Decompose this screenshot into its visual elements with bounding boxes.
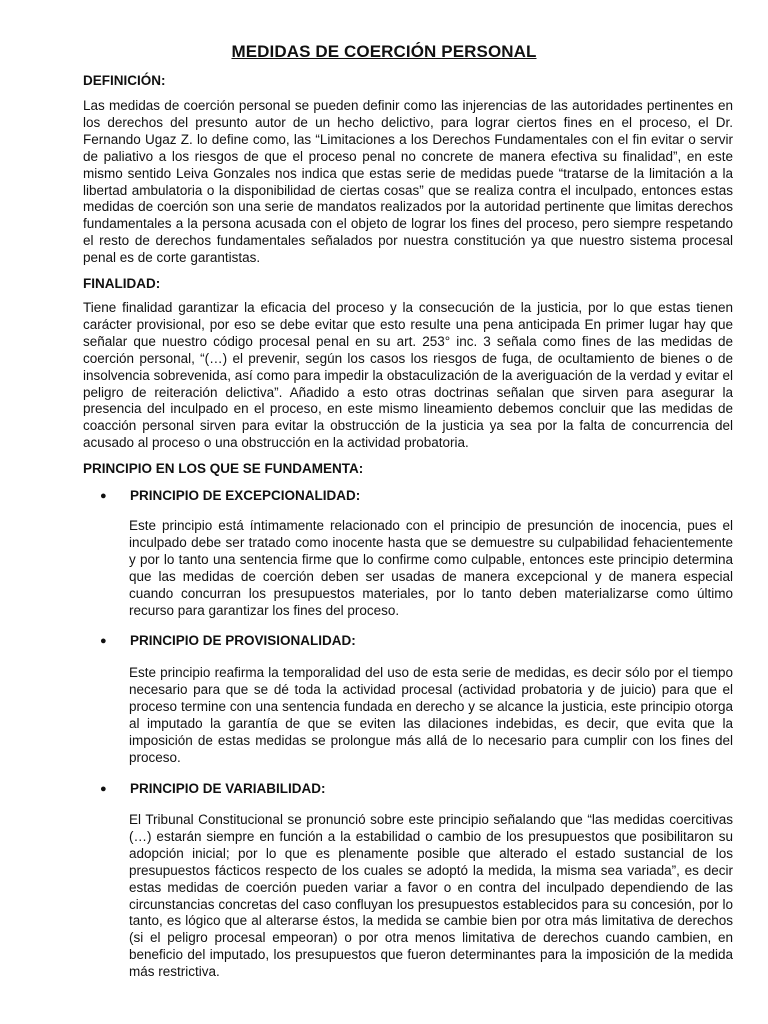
definicion-paragraph: Las medidas de coerción personal se pueden definir como las injerencias de las autoridades pertinentes en los derechos del presunto autor de un hecho delictivo, para lograr ciertos fines en el proceso, el Dr. Fernando Ugaz Z. lo define como, las “Limitaciones a los Derechos Fundamentales con el fin evitar o servir de paliativo a los riesgos de que el proceso penal no concrete de manera efectiva su finalidad”, en este mismo sentido Leiva Gonzales nos indica que estas serie de medidas puede “tratarse de la limitación a la libertad ambulatoria o la disponibilidad de ciertas cosas” que se realiza contra el inculpado, entonces estas medidas de coerción son una serie de mandatos realizados por la autoridad pertinente que limitas derechos fundamentales a la persona acusada con el objeto de lograr los fines del proceso, pero siempre respetando el resto de derechos fundamentales señalados por nuestra constitución ya que nuestro sistema procesal penal es de corte garantistas.: [83, 98, 733, 266]
document-title: MEDIDAS DE COERCIÓN PERSONAL: [231, 42, 537, 61]
principle-provisionalidad-item: [100, 633, 740, 648]
principle-provisionalidad-paragraph: Este principio reafirma la temporalidad del uso de esta serie de medidas, es decir sólo por el tiempo necesario para que se dé toda la actividad procesal (actividad probatoria y de juicio) para que el proceso termine con una sentencia fundada en derecho y se alcance la justicia, este principio otorga al imputado la garantía de que se eviten las dilaciones indebidas, es decir, que evita que la imposición de estas medidas se prolongue más allá de lo necesario para cumplir con los fines del proceso.: [129, 665, 733, 765]
principle-excepcionalidad-item: [100, 488, 740, 503]
section-heading-principios: PRINCIPIO EN LOS QUE SE FUNDAMENTA:: [83, 461, 364, 476]
principle-variabilidad-title: PRINCIPIO DE VARIABILIDAD:: [130, 781, 326, 796]
bullet-icon: ●: [100, 783, 107, 795]
section-heading-definicion: DEFINICIÓN:: [83, 73, 166, 88]
principle-variabilidad-paragraph: El Tribunal Constitucional se pronunció sobre este principio señalando que “las medidas coercitivas (…) estarán siempre en función a la estabilidad o cambio de los presupuestos que posibilitaron su adopción inicial; por lo que es plenamente posible que alterado el estado sustancial de los presupuestos fácticos respecto de los cuales se adoptó la medida, la misma sea variada”, es decir estas medidas de coerción pueden variar a favor o en contra del inculpado dependiendo de las circunstancias concretas del caso confluyan los presupuestos establecidos para su concesión, por lo tanto, es lógico que al alterarse éstos, la medida se cambie bien por otra más limitativa de derechos (si el peligro procesal empeoran) o por otra menos limitativa de derechos cuando cambien, en beneficio del imputado, los presupuestos que fueron determinantes para la imposición de la medida más restrictiva.: [129, 812, 733, 980]
bullet-icon: ●: [100, 635, 107, 647]
finalidad-paragraph: Tiene finalidad garantizar la eficacia del proceso y la consecución de la justicia, por lo que estas tienen carácter provisional, por eso se debe evitar que esto resulte una pena anticipada En primer lugar hay que señalar que nuestro código procesal penal en su art. 253° inc. 3 señala como fines de las medidas de coerción personal, “(…) el prevenir, según los casos los riesgos de fuga, de ocultamiento de bienes o de insolvencia sobrevenida, así como para impedir la obstaculización de la averiguación de la verdad y evitar el peligro de reiteración delictiva”. Añadido a esto otras doctrinas señalan que sirven para asegurar la presencia del inculpado en el proceso, en este mismo lineamiento debemos concluir que las medidas de coacción personal sirven para evitar la obstrucción de la justicia ya sea por la falta de concurrencia del acusado al proceso o una obstrucción en la actividad probatoria.: [83, 300, 733, 451]
principle-variabilidad-item: [100, 781, 740, 796]
principle-excepcionalidad-title: PRINCIPIO DE EXCEPCIONALIDAD:: [130, 488, 361, 503]
bullet-icon: ●: [100, 490, 107, 502]
section-heading-finalidad: FINALIDAD:: [83, 276, 161, 291]
principle-excepcionalidad-paragraph: Este principio está íntimamente relacionado con el principio de presunción de inocencia, pues el inculpado debe ser tratado como inocente hasta que se demuestre su culpabilidad fehacientemente y por lo tanto una sentencia firme que lo confirme como culpable, entonces este principio determina que las medidas de coerción deben ser usadas de manera excepcional y de manera especial cuando concurran los presupuestos materiales, por lo tanto deben materializarse como último recurso para garantizar los fines del proceso.: [129, 518, 733, 618]
principle-provisionalidad-title: PRINCIPIO DE PROVISIONALIDAD:: [130, 633, 356, 648]
